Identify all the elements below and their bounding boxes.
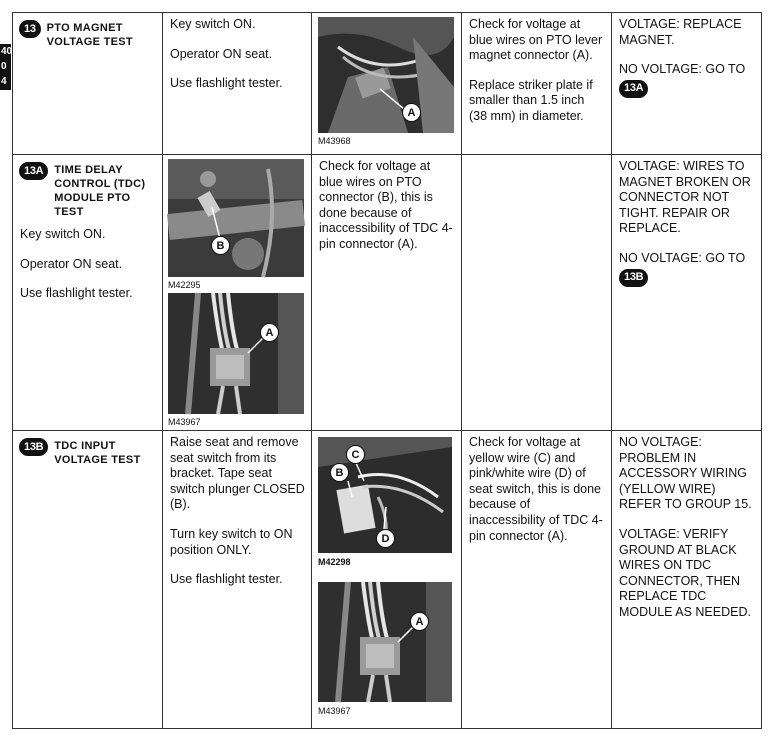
check-cell: [312, 155, 462, 431]
step-title-line: VOLTAGE TEST: [54, 454, 141, 466]
photo-cell: [312, 13, 462, 155]
condition-text: Raise seat and remove seat switch from its bracket. Tape seat switch plunger CLOSED (B).: [170, 435, 305, 512]
condition-text: Use flashlight tester.: [170, 76, 283, 91]
callout-label: B: [211, 236, 230, 255]
photo-tdc-connector: [168, 293, 304, 414]
side-tab-line-2: 0: [1, 61, 7, 72]
step-badge: 13: [19, 20, 41, 38]
result-text: VOLTAGE: REPLACE MAGNET.: [619, 17, 742, 47]
photo-tdc-connector: [318, 582, 452, 702]
result-text: NO VOLTAGE: GO TO: [619, 62, 746, 77]
goto-badge: 13A: [619, 80, 648, 98]
photo-cell: [312, 431, 462, 729]
photo-caption: M42298: [318, 557, 351, 567]
step-badge: 13A: [19, 162, 48, 180]
check-text: Check for voltage at blue wires on PTO connector (B), this is done because of inaccessibility of TDC 4-pin connector (A).: [319, 159, 453, 251]
photo-caption: M43967: [168, 417, 201, 427]
check-text: Check for voltage at yellow wire (C) and pink/white wire (D) of seat switch, this is done because of inaccessibility of TDC 4-pin connector (A).: [469, 435, 603, 543]
condition-text: Use flashlight tester.: [20, 286, 133, 301]
step-title-line: PTO MAGNET: [46, 22, 123, 34]
empty-cell: [462, 155, 612, 431]
callout-label: C: [346, 445, 365, 464]
result-cell: [612, 431, 762, 729]
result-text: VOLTAGE: VERIFY GROUND AT BLACK WIRES ON TDC CONNECTOR, THEN REPLACE TDC MODULE AS NEEDED.: [619, 526, 751, 619]
conditions-cell: [163, 13, 312, 155]
step-title: [54, 162, 145, 219]
step-title-line: TDC INPUT: [54, 440, 116, 452]
check-text: Check for voltage at blue wires on PTO lever magnet connector (A).: [469, 17, 603, 63]
side-tab-line-3: 4: [1, 76, 7, 87]
step-title: [54, 438, 140, 467]
callout-label: A: [260, 323, 279, 342]
condition-text: Key switch ON.: [20, 227, 106, 241]
diagnostic-procedure-table: [12, 12, 762, 729]
result-text: NO VOLTAGE: PROBLEM IN ACCESSORY WIRING (YELLOW WIRE) REFER TO GROUP 15.: [619, 435, 752, 512]
step-cell: [13, 155, 163, 431]
check-cell: [462, 431, 612, 729]
conditions-cell: [163, 431, 312, 729]
result-cell: [612, 13, 762, 155]
callout-label: A: [410, 612, 429, 631]
table-row: [13, 431, 762, 729]
step-badge: 13B: [19, 438, 48, 456]
condition-text: Operator ON seat.: [20, 256, 123, 271]
check-text: Replace striker plate if smaller than 1.5 inch (38 mm) in diameter.: [469, 77, 593, 123]
condition-text: Use flashlight tester.: [170, 572, 283, 587]
callout-label: B: [330, 463, 349, 482]
step-title-line: TIME DELAY: [54, 164, 123, 176]
condition-text: Key switch ON.: [170, 17, 256, 31]
photo-seat-switch: [318, 437, 452, 553]
condition-text: Operator ON seat.: [170, 46, 273, 61]
section-side-tab: [0, 44, 11, 90]
step-title-line: TEST: [54, 206, 84, 218]
step-title-line: CONTROL (TDC): [54, 178, 146, 190]
photo-pto-magnet-connector: [318, 17, 454, 133]
result-text: VOLTAGE: WIRES TO MAGNET BROKEN OR CONNECTOR NOT TIGHT. REPAIR OR REPLACE.: [619, 159, 751, 236]
table-row: [13, 155, 762, 431]
result-text: NO VOLTAGE: GO TO: [619, 250, 746, 265]
photo-caption: M43967: [318, 706, 351, 716]
step-title-line: VOLTAGE TEST: [46, 36, 133, 48]
side-tab-line-1: 40: [1, 46, 13, 57]
photo-pto-connector: [168, 159, 304, 277]
condition-text: Turn key switch to ON position ONLY.: [170, 526, 293, 557]
table-row: [13, 13, 762, 155]
step-cell: [13, 13, 163, 155]
callout-label: D: [376, 529, 395, 548]
callout-label: A: [402, 103, 421, 122]
photo-caption: M42295: [168, 280, 201, 290]
step-title: [47, 20, 133, 49]
result-cell: [612, 155, 762, 431]
check-cell: [462, 13, 612, 155]
goto-badge: 13B: [619, 269, 648, 287]
step-title-line: MODULE PTO: [54, 192, 131, 204]
photo-cell: [163, 155, 312, 431]
step-cell: [13, 431, 163, 729]
photo-caption: M43968: [318, 136, 351, 146]
